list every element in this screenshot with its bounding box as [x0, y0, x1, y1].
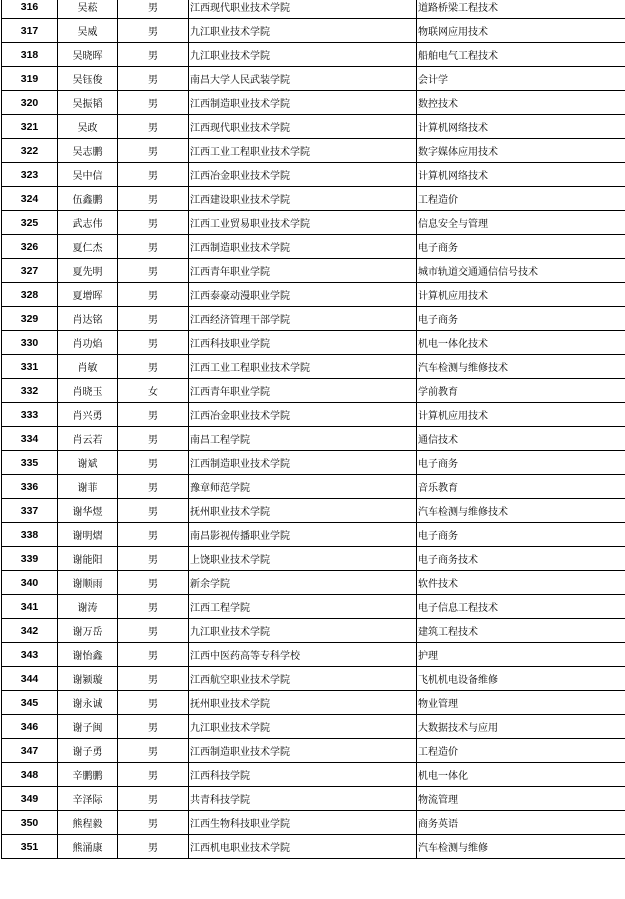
- major-cell: 计算机网络技术: [417, 115, 625, 139]
- table-row: [2, 307, 625, 331]
- row-number-cell: 351: [2, 835, 58, 859]
- name-cell: 熊涌康: [58, 835, 118, 859]
- school-cell: 共青科技学院: [189, 787, 417, 811]
- row-number-cell: 335: [2, 451, 58, 475]
- gender-cell: 男: [118, 499, 189, 523]
- row-number-cell: 325: [2, 211, 58, 235]
- table-row: [2, 523, 625, 547]
- name-cell: 武志伟: [58, 211, 118, 235]
- gender-cell: 男: [118, 115, 189, 139]
- name-cell: 吴振韬: [58, 91, 118, 115]
- gender-cell: 男: [118, 595, 189, 619]
- major-cell: 物流管理: [417, 787, 625, 811]
- row-number-cell: 332: [2, 379, 58, 403]
- name-cell: 谢菲: [58, 475, 118, 499]
- major-cell: 机电一体化技术: [417, 331, 625, 355]
- table-row: [2, 91, 625, 115]
- name-cell: 吴威: [58, 19, 118, 43]
- row-number-cell: 329: [2, 307, 58, 331]
- gender-cell: 男: [118, 667, 189, 691]
- table-row: [2, 211, 625, 235]
- school-cell: 江西航空职业技术学院: [189, 667, 417, 691]
- row-number-cell: 343: [2, 643, 58, 667]
- major-cell: 物联网应用技术: [417, 19, 625, 43]
- name-cell: 肖敏: [58, 355, 118, 379]
- school-cell: 上饶职业技术学院: [189, 547, 417, 571]
- row-number-cell: 327: [2, 259, 58, 283]
- major-cell: 道路桥梁工程技术: [417, 0, 625, 19]
- major-cell: 汽车检测与维修技术: [417, 499, 625, 523]
- school-cell: 九江职业技术学院: [189, 715, 417, 739]
- major-cell: 学前教育: [417, 379, 625, 403]
- major-cell: 汽车检测与维修技术: [417, 355, 625, 379]
- school-cell: 江西泰豪动漫职业学院: [189, 283, 417, 307]
- name-cell: 谢斌: [58, 451, 118, 475]
- table-row: [2, 499, 625, 523]
- row-number-cell: 345: [2, 691, 58, 715]
- row-number-cell: 319: [2, 67, 58, 91]
- table-row: [2, 187, 625, 211]
- major-cell: 计算机网络技术: [417, 163, 625, 187]
- row-number-cell: 316: [2, 0, 58, 19]
- school-cell: 抚州职业技术学院: [189, 691, 417, 715]
- school-cell: 江西制造职业技术学院: [189, 91, 417, 115]
- name-cell: 吴钰俊: [58, 67, 118, 91]
- gender-cell: 男: [118, 235, 189, 259]
- name-cell: 伍鑫鹏: [58, 187, 118, 211]
- major-cell: 数控技术: [417, 91, 625, 115]
- row-number-cell: 334: [2, 427, 58, 451]
- name-cell: 肖云若: [58, 427, 118, 451]
- row-number-cell: 342: [2, 619, 58, 643]
- table-row: [2, 619, 625, 643]
- table-row: [2, 835, 625, 859]
- gender-cell: 男: [118, 523, 189, 547]
- table-row: [2, 379, 625, 403]
- row-number-cell: 322: [2, 139, 58, 163]
- major-cell: 软件技术: [417, 571, 625, 595]
- gender-cell: 男: [118, 403, 189, 427]
- row-number-cell: 326: [2, 235, 58, 259]
- school-cell: 江西科技职业学院: [189, 331, 417, 355]
- school-cell: 豫章师范学院: [189, 475, 417, 499]
- gender-cell: 男: [118, 259, 189, 283]
- gender-cell: 男: [118, 163, 189, 187]
- school-cell: 江西经济管理干部学院: [189, 307, 417, 331]
- school-cell: 江西青年职业学院: [189, 379, 417, 403]
- major-cell: 飞机机电设备维修: [417, 667, 625, 691]
- name-cell: 吴晓晖: [58, 43, 118, 67]
- table-row: [2, 811, 625, 835]
- major-cell: 音乐教育: [417, 475, 625, 499]
- gender-cell: 男: [118, 835, 189, 859]
- gender-cell: 男: [118, 67, 189, 91]
- major-cell: 信息安全与管理: [417, 211, 625, 235]
- major-cell: 电子信息工程技术: [417, 595, 625, 619]
- major-cell: 商务英语: [417, 811, 625, 835]
- name-cell: 谢颍璇: [58, 667, 118, 691]
- school-cell: 九江职业技术学院: [189, 19, 417, 43]
- name-cell: 谢万岳: [58, 619, 118, 643]
- gender-cell: 男: [118, 787, 189, 811]
- gender-cell: 男: [118, 283, 189, 307]
- school-cell: 南昌影视传播职业学院: [189, 523, 417, 547]
- name-cell: 谢子勇: [58, 739, 118, 763]
- school-cell: 江西冶金职业技术学院: [189, 163, 417, 187]
- row-number-cell: 347: [2, 739, 58, 763]
- major-cell: 数字媒体应用技术: [417, 139, 625, 163]
- major-cell: 电子商务: [417, 235, 625, 259]
- major-cell: 通信技术: [417, 427, 625, 451]
- major-cell: 护理: [417, 643, 625, 667]
- roster-table: [1, 0, 625, 859]
- gender-cell: 男: [118, 715, 189, 739]
- row-number-cell: 337: [2, 499, 58, 523]
- gender-cell: 男: [118, 571, 189, 595]
- school-cell: 江西冶金职业技术学院: [189, 403, 417, 427]
- table-row: [2, 331, 625, 355]
- gender-cell: 男: [118, 139, 189, 163]
- major-cell: 大数据技术与应用: [417, 715, 625, 739]
- table-row: [2, 475, 625, 499]
- table-row: [2, 763, 625, 787]
- name-cell: 谢能阳: [58, 547, 118, 571]
- major-cell: 工程造价: [417, 739, 625, 763]
- row-number-cell: 350: [2, 811, 58, 835]
- row-number-cell: 317: [2, 19, 58, 43]
- school-cell: 江西建设职业技术学院: [189, 187, 417, 211]
- school-cell: 新余学院: [189, 571, 417, 595]
- school-cell: 江西现代职业技术学院: [189, 0, 417, 19]
- major-cell: 电子商务: [417, 523, 625, 547]
- school-cell: 江西制造职业技术学院: [189, 235, 417, 259]
- table-row: [2, 235, 625, 259]
- row-number-cell: 321: [2, 115, 58, 139]
- school-cell: 抚州职业技术学院: [189, 499, 417, 523]
- major-cell: 计算机应用技术: [417, 403, 625, 427]
- gender-cell: 男: [118, 475, 189, 499]
- school-cell: 南昌工程学院: [189, 427, 417, 451]
- major-cell: 物业管理: [417, 691, 625, 715]
- table-row: [2, 43, 625, 67]
- row-number-cell: 348: [2, 763, 58, 787]
- table-row: [2, 355, 625, 379]
- name-cell: 谢华煜: [58, 499, 118, 523]
- school-cell: 江西机电职业技术学院: [189, 835, 417, 859]
- table-row: [2, 427, 625, 451]
- table-row: [2, 715, 625, 739]
- gender-cell: 男: [118, 451, 189, 475]
- name-cell: 肖功焰: [58, 331, 118, 355]
- table-row: [2, 163, 625, 187]
- table-row: [2, 667, 625, 691]
- gender-cell: 男: [118, 187, 189, 211]
- major-cell: 汽车检测与维修: [417, 835, 625, 859]
- school-cell: 江西工业贸易职业技术学院: [189, 211, 417, 235]
- row-number-cell: 328: [2, 283, 58, 307]
- table-row: [2, 259, 625, 283]
- row-number-cell: 318: [2, 43, 58, 67]
- name-cell: 谢涛: [58, 595, 118, 619]
- school-cell: 江西工程学院: [189, 595, 417, 619]
- name-cell: 谢怡鑫: [58, 643, 118, 667]
- school-cell: 九江职业技术学院: [189, 43, 417, 67]
- table-row: [2, 643, 625, 667]
- row-number-cell: 349: [2, 787, 58, 811]
- name-cell: 吴菘: [58, 0, 118, 19]
- school-cell: 江西制造职业技术学院: [189, 739, 417, 763]
- gender-cell: 男: [118, 43, 189, 67]
- table-row: [2, 19, 625, 43]
- gender-cell: 男: [118, 355, 189, 379]
- name-cell: 吴志鹏: [58, 139, 118, 163]
- gender-cell: 男: [118, 691, 189, 715]
- name-cell: 辛泽际: [58, 787, 118, 811]
- row-number-cell: 338: [2, 523, 58, 547]
- gender-cell: 男: [118, 19, 189, 43]
- table-row: [2, 139, 625, 163]
- gender-cell: 男: [118, 811, 189, 835]
- name-cell: 谢顺雨: [58, 571, 118, 595]
- gender-cell: 男: [118, 211, 189, 235]
- name-cell: 肖达铭: [58, 307, 118, 331]
- table-row: [2, 67, 625, 91]
- table-row: [2, 283, 625, 307]
- table-row: [2, 739, 625, 763]
- major-cell: 电子商务: [417, 451, 625, 475]
- school-cell: 江西生物科技职业学院: [189, 811, 417, 835]
- major-cell: 电子商务: [417, 307, 625, 331]
- gender-cell: 男: [118, 331, 189, 355]
- name-cell: 吴中信: [58, 163, 118, 187]
- table-row: [2, 691, 625, 715]
- school-cell: 江西工业工程职业技术学院: [189, 139, 417, 163]
- row-number-cell: 330: [2, 331, 58, 355]
- name-cell: 谢永诚: [58, 691, 118, 715]
- school-cell: 江西工业工程职业技术学院: [189, 355, 417, 379]
- row-number-cell: 341: [2, 595, 58, 619]
- name-cell: 吴政: [58, 115, 118, 139]
- gender-cell: 男: [118, 619, 189, 643]
- major-cell: 工程造价: [417, 187, 625, 211]
- row-number-cell: 344: [2, 667, 58, 691]
- table-row: [2, 0, 625, 19]
- row-number-cell: 339: [2, 547, 58, 571]
- school-cell: 江西现代职业技术学院: [189, 115, 417, 139]
- gender-cell: 男: [118, 427, 189, 451]
- table-row: [2, 595, 625, 619]
- row-number-cell: 324: [2, 187, 58, 211]
- name-cell: 夏仁杰: [58, 235, 118, 259]
- name-cell: 谢子闽: [58, 715, 118, 739]
- roster-body: [2, 0, 625, 859]
- name-cell: 辛鹏鹏: [58, 763, 118, 787]
- school-cell: 江西中医药高等专科学校: [189, 643, 417, 667]
- table-row: [2, 571, 625, 595]
- name-cell: 肖晓玉: [58, 379, 118, 403]
- major-cell: 机电一体化: [417, 763, 625, 787]
- row-number-cell: 323: [2, 163, 58, 187]
- name-cell: 肖兴勇: [58, 403, 118, 427]
- table-row: [2, 547, 625, 571]
- gender-cell: 男: [118, 643, 189, 667]
- name-cell: 夏先明: [58, 259, 118, 283]
- gender-cell: 男: [118, 307, 189, 331]
- major-cell: 船舶电气工程技术: [417, 43, 625, 67]
- table-row: [2, 115, 625, 139]
- name-cell: 夏增晖: [58, 283, 118, 307]
- table-row: [2, 451, 625, 475]
- gender-cell: 女: [118, 379, 189, 403]
- school-cell: 江西青年职业学院: [189, 259, 417, 283]
- row-number-cell: 320: [2, 91, 58, 115]
- name-cell: 谢明熠: [58, 523, 118, 547]
- school-cell: 江西科技学院: [189, 763, 417, 787]
- row-number-cell: 331: [2, 355, 58, 379]
- gender-cell: 男: [118, 91, 189, 115]
- row-number-cell: 340: [2, 571, 58, 595]
- gender-cell: 男: [118, 739, 189, 763]
- major-cell: 城市轨道交通通信信号技术: [417, 259, 625, 283]
- major-cell: 电子商务技术: [417, 547, 625, 571]
- major-cell: 建筑工程技术: [417, 619, 625, 643]
- name-cell: 熊程毅: [58, 811, 118, 835]
- row-number-cell: 336: [2, 475, 58, 499]
- major-cell: 会计学: [417, 67, 625, 91]
- table-row: [2, 403, 625, 427]
- gender-cell: 男: [118, 763, 189, 787]
- major-cell: 计算机应用技术: [417, 283, 625, 307]
- school-cell: 九江职业技术学院: [189, 619, 417, 643]
- gender-cell: 男: [118, 547, 189, 571]
- row-number-cell: 333: [2, 403, 58, 427]
- gender-cell: 男: [118, 0, 189, 19]
- table-row: [2, 787, 625, 811]
- school-cell: 江西制造职业技术学院: [189, 451, 417, 475]
- row-number-cell: 346: [2, 715, 58, 739]
- school-cell: 南昌大学人民武装学院: [189, 67, 417, 91]
